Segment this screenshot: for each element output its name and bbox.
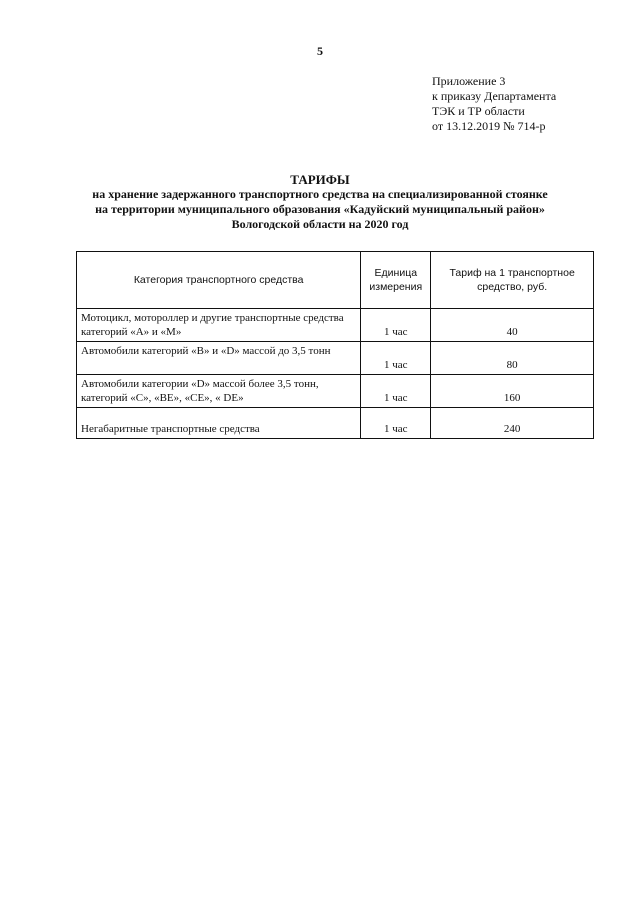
appendix-line-3: ТЭК и ТР области	[432, 104, 525, 118]
appendix-line-4: от 13.12.2019 № 714-р	[432, 119, 546, 133]
appendix-reference	[432, 74, 632, 134]
table-row	[77, 342, 594, 375]
row-category: Автомобили категорий «В» и «D» массой до 3,5 тонн	[77, 342, 361, 375]
title-main: ТАРИФЫ	[290, 172, 350, 187]
row-unit: 1 час	[361, 375, 431, 408]
document-title	[60, 172, 580, 232]
title-line-3: Вологодской области на 2020 год	[231, 217, 409, 231]
row-category: Мотоцикл, мотороллер и другие транспортные средства категорий «А» и «М»	[77, 309, 361, 342]
title-line-2: на территории муниципального образования «Кадуйский муниципальный район»	[95, 202, 545, 216]
table-row	[77, 408, 594, 439]
page-number: 5	[317, 44, 323, 58]
title-line-1: на хранение задержанного транспортного средства на специализированной стоянке	[92, 187, 548, 201]
row-category: Автомобили категории «D» массой более 3,5 тонн, категорий «С», «ВЕ», «СЕ», « DЕ»	[77, 375, 361, 408]
appendix-line-1: Приложение 3	[432, 74, 506, 88]
row-unit: 1 час	[361, 408, 431, 439]
tariffs-table	[76, 251, 594, 439]
row-unit: 1 час	[361, 342, 431, 375]
row-category: Негабаритные транспортные средства	[77, 408, 361, 439]
row-unit: 1 час	[361, 309, 431, 342]
row-tariff: 160	[431, 375, 594, 408]
header-unit: Единица измерения	[361, 252, 431, 309]
row-tariff: 240	[431, 408, 594, 439]
row-tariff: 40	[431, 309, 594, 342]
appendix-line-2: к приказу Департамента	[432, 89, 557, 103]
table-header-row	[77, 252, 594, 309]
header-category: Категория транспортного средства	[77, 252, 361, 309]
table-row	[77, 375, 594, 408]
row-tariff: 80	[431, 342, 594, 375]
table-row	[77, 309, 594, 342]
header-tariff: Тариф на 1 транспортное средство, руб.	[431, 252, 594, 309]
